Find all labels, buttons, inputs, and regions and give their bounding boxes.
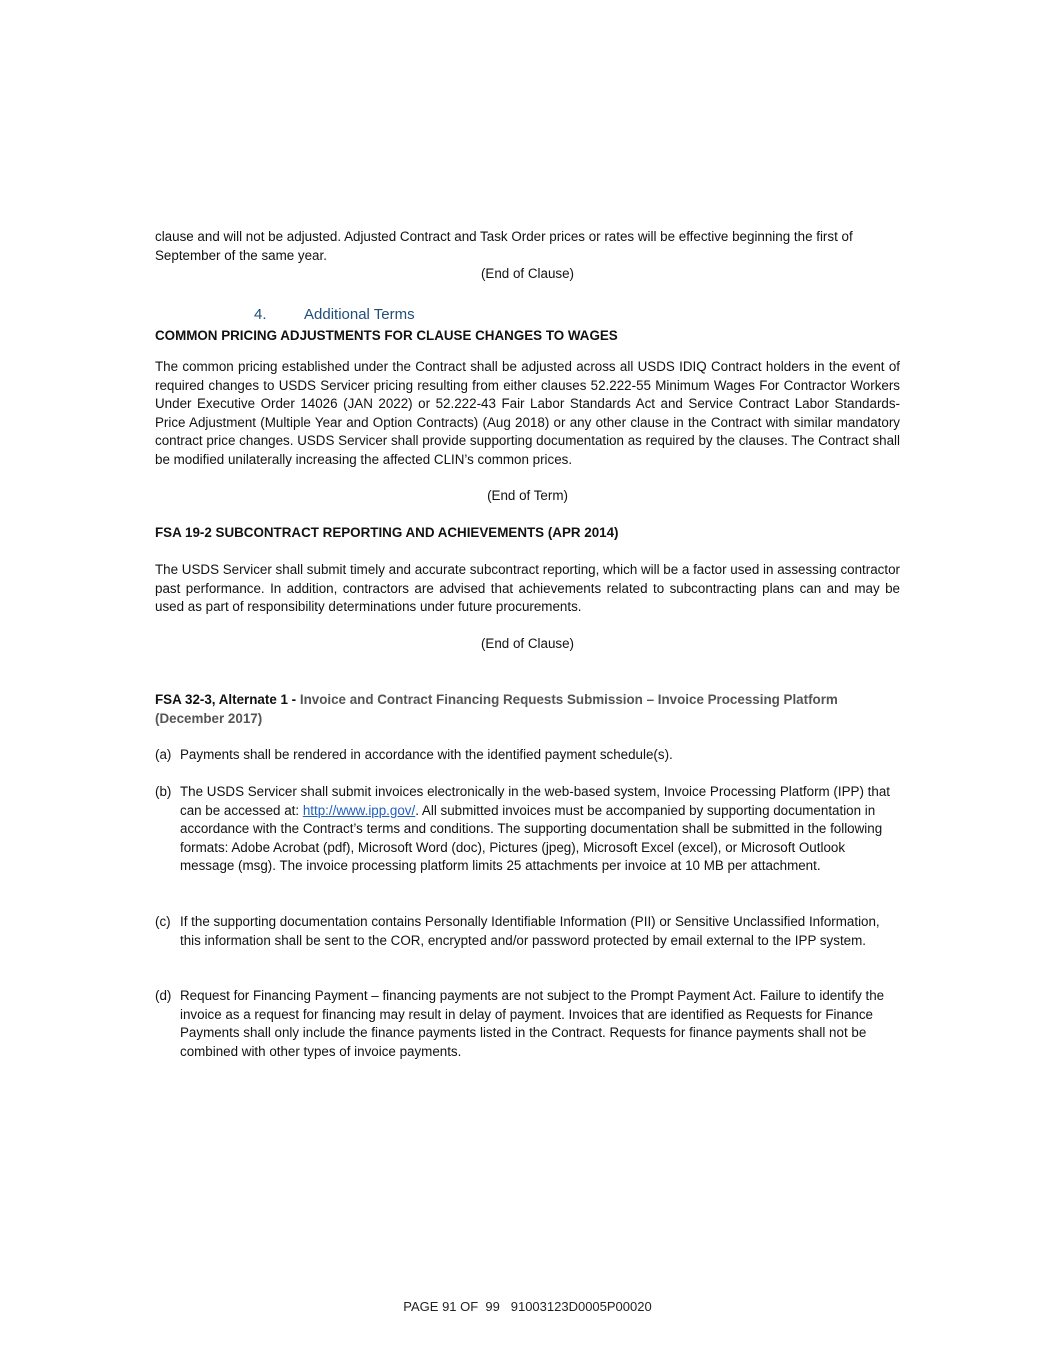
list-item-d xyxy=(155,987,900,1061)
list-text: Request for Financing Payment – financing payments are not subject to the Prompt Payment Act. Failure to identify the invoice as a request for financing may result in delay of payment. Invoices that are identified as Requests for Finance Payments shall only include the finance payments listed in the Contract. Requests for finance payments shall not be combined with other types of invoice payments. xyxy=(180,988,885,1059)
ipp-link[interactable]: http://www.ipp.gov/ xyxy=(302,802,416,818)
common-pricing-body: The common pricing established under the Contract shall be adjusted across all USDS IDIQ Contract holders in the event of required changes to USDS Servicer pricing resulting from either clauses 52.222-55 Minimum Wages For Contractor Workers Under Executive Order 14026 (JAN 2022) or 52.222-43 Fair Labor Standards Act and Service Contract Labor Standards-Price Adjustment (Multiple Year and Option Contracts) (Aug 2018) or any other clause in the Contract with similar mandatory contract price changes. USDS Servicer shall provide supporting documentation as required by the clauses. The Contract shall be modified unilaterally increasing the affected CLIN’s common prices. xyxy=(155,359,900,467)
section-heading xyxy=(254,305,415,325)
list-text: Payments shall be rendered in accordance with the identified payment schedule(s). xyxy=(180,747,673,762)
list-text: If the supporting documentation contains Personally Identifiable Information (PII) or Sensitive Unclassified Information, this information shall be sent to the COR, encrypted and/or password protected by email external to the IPP system. xyxy=(180,914,880,948)
top-paragraph: clause and will not be adjusted. Adjusted Contract and Task Order prices or rates will be effective beginning the first of September of the same year. xyxy=(155,229,853,263)
common-pricing-title: COMMON PRICING ADJUSTMENTS FOR CLAUSE CHANGES TO WAGES xyxy=(155,328,618,343)
list-text-after-link: . All submitted invoices must be accompanied by supporting documentation in accordance with the Contract’s terms and conditions. The supporting documentation shall be submitted in the following formats: Adobe Acrobat (pdf), Microsoft Word (doc), Pictures (jpeg), Microsoft Excel (excel), or Microsoft Outlook message (msg). The invoice processing platform limits 25 attachments per invoice at 10 MB per attachment. xyxy=(180,802,883,873)
page-number: PAGE 91 OF 99 xyxy=(403,1299,500,1314)
fsa-19-2-body: The USDS Servicer shall submit timely and accurate subcontract reporting, which will be a factor used in assessing contractor past performance. In addition, contractors are advised that achievements related to subcontracting plans can and may be used as part of responsibility determinations under future procurements. xyxy=(155,562,900,614)
list-label: (a) xyxy=(155,747,172,762)
list-label: (b) xyxy=(155,784,172,799)
list-text xyxy=(180,783,900,876)
section-title: Additional Terms xyxy=(304,306,415,323)
end-of-term: (End of Term) xyxy=(487,488,568,503)
list-label: (d) xyxy=(155,988,172,1003)
fsa-32-3-title xyxy=(155,691,900,728)
list-item-c xyxy=(155,913,900,950)
fsa-19-2-title: FSA 19-2 SUBCONTRACT REPORTING AND ACHIEVEMENTS (APR 2014) xyxy=(155,525,619,540)
fsa-32-3-title-prefix: FSA 32-3, Alternate 1 - xyxy=(155,692,300,707)
fsa-32-3-title-rest: Invoice and Contract Financing Requests Submission – Invoice Processing Platform (December 2017) xyxy=(155,692,838,726)
list-item-a xyxy=(155,746,900,765)
list-item-b xyxy=(155,783,900,876)
page-footer xyxy=(0,1299,1055,1314)
list-label: (c) xyxy=(155,914,171,929)
end-of-clause-2: (End of Clause) xyxy=(480,636,575,651)
list-text-before-link: The USDS Servicer shall submit invoices electronically in the web-based system, Invoice Processing Platform (IPP) that can be accessed at: xyxy=(180,784,890,818)
contract-number: 91003123D0005P00020 xyxy=(510,1299,652,1314)
end-of-clause-1: (End of Clause) xyxy=(480,266,575,281)
section-number: 4. xyxy=(254,306,267,323)
